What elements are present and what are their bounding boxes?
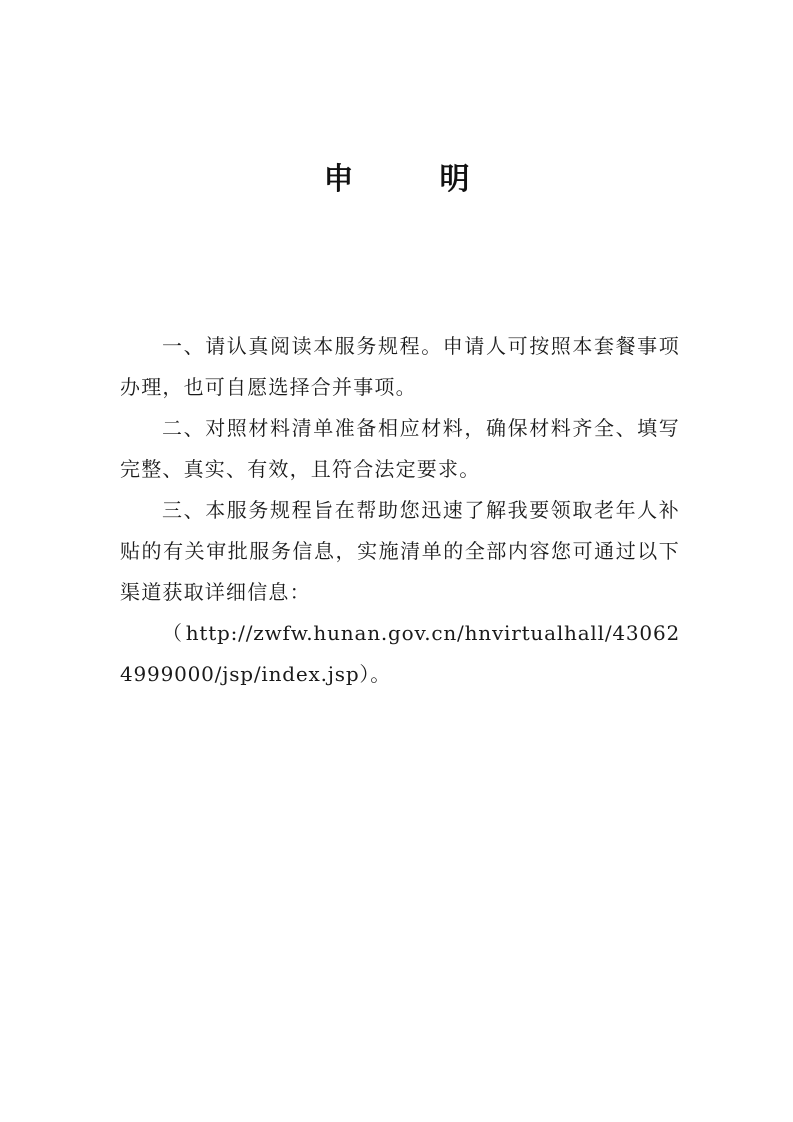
paragraph-2: 二、对照材料清单准备相应材料，确保材料齐全、填写完整、真实、有效，且符合法定要求。	[120, 416, 680, 481]
declaration-body	[120, 326, 680, 695]
paragraph-1: 一、请认真阅读本服务规程。申请人可按照本套餐事项办理，也可自愿选择合并事项。	[120, 334, 680, 399]
paragraph-3: 三、本服务规程旨在帮助您迅速了解我要领取老年人补贴的有关审批服务信息，实施清单的全部内容您可通过以下渠道获取详细信息：	[120, 498, 680, 604]
page-title: 申 明	[323, 162, 498, 197]
service-url-text: （http://zwfw.hunan.gov.cn/hnvirtualhall/430624999000/jsp/index.jsp）。	[120, 621, 680, 686]
